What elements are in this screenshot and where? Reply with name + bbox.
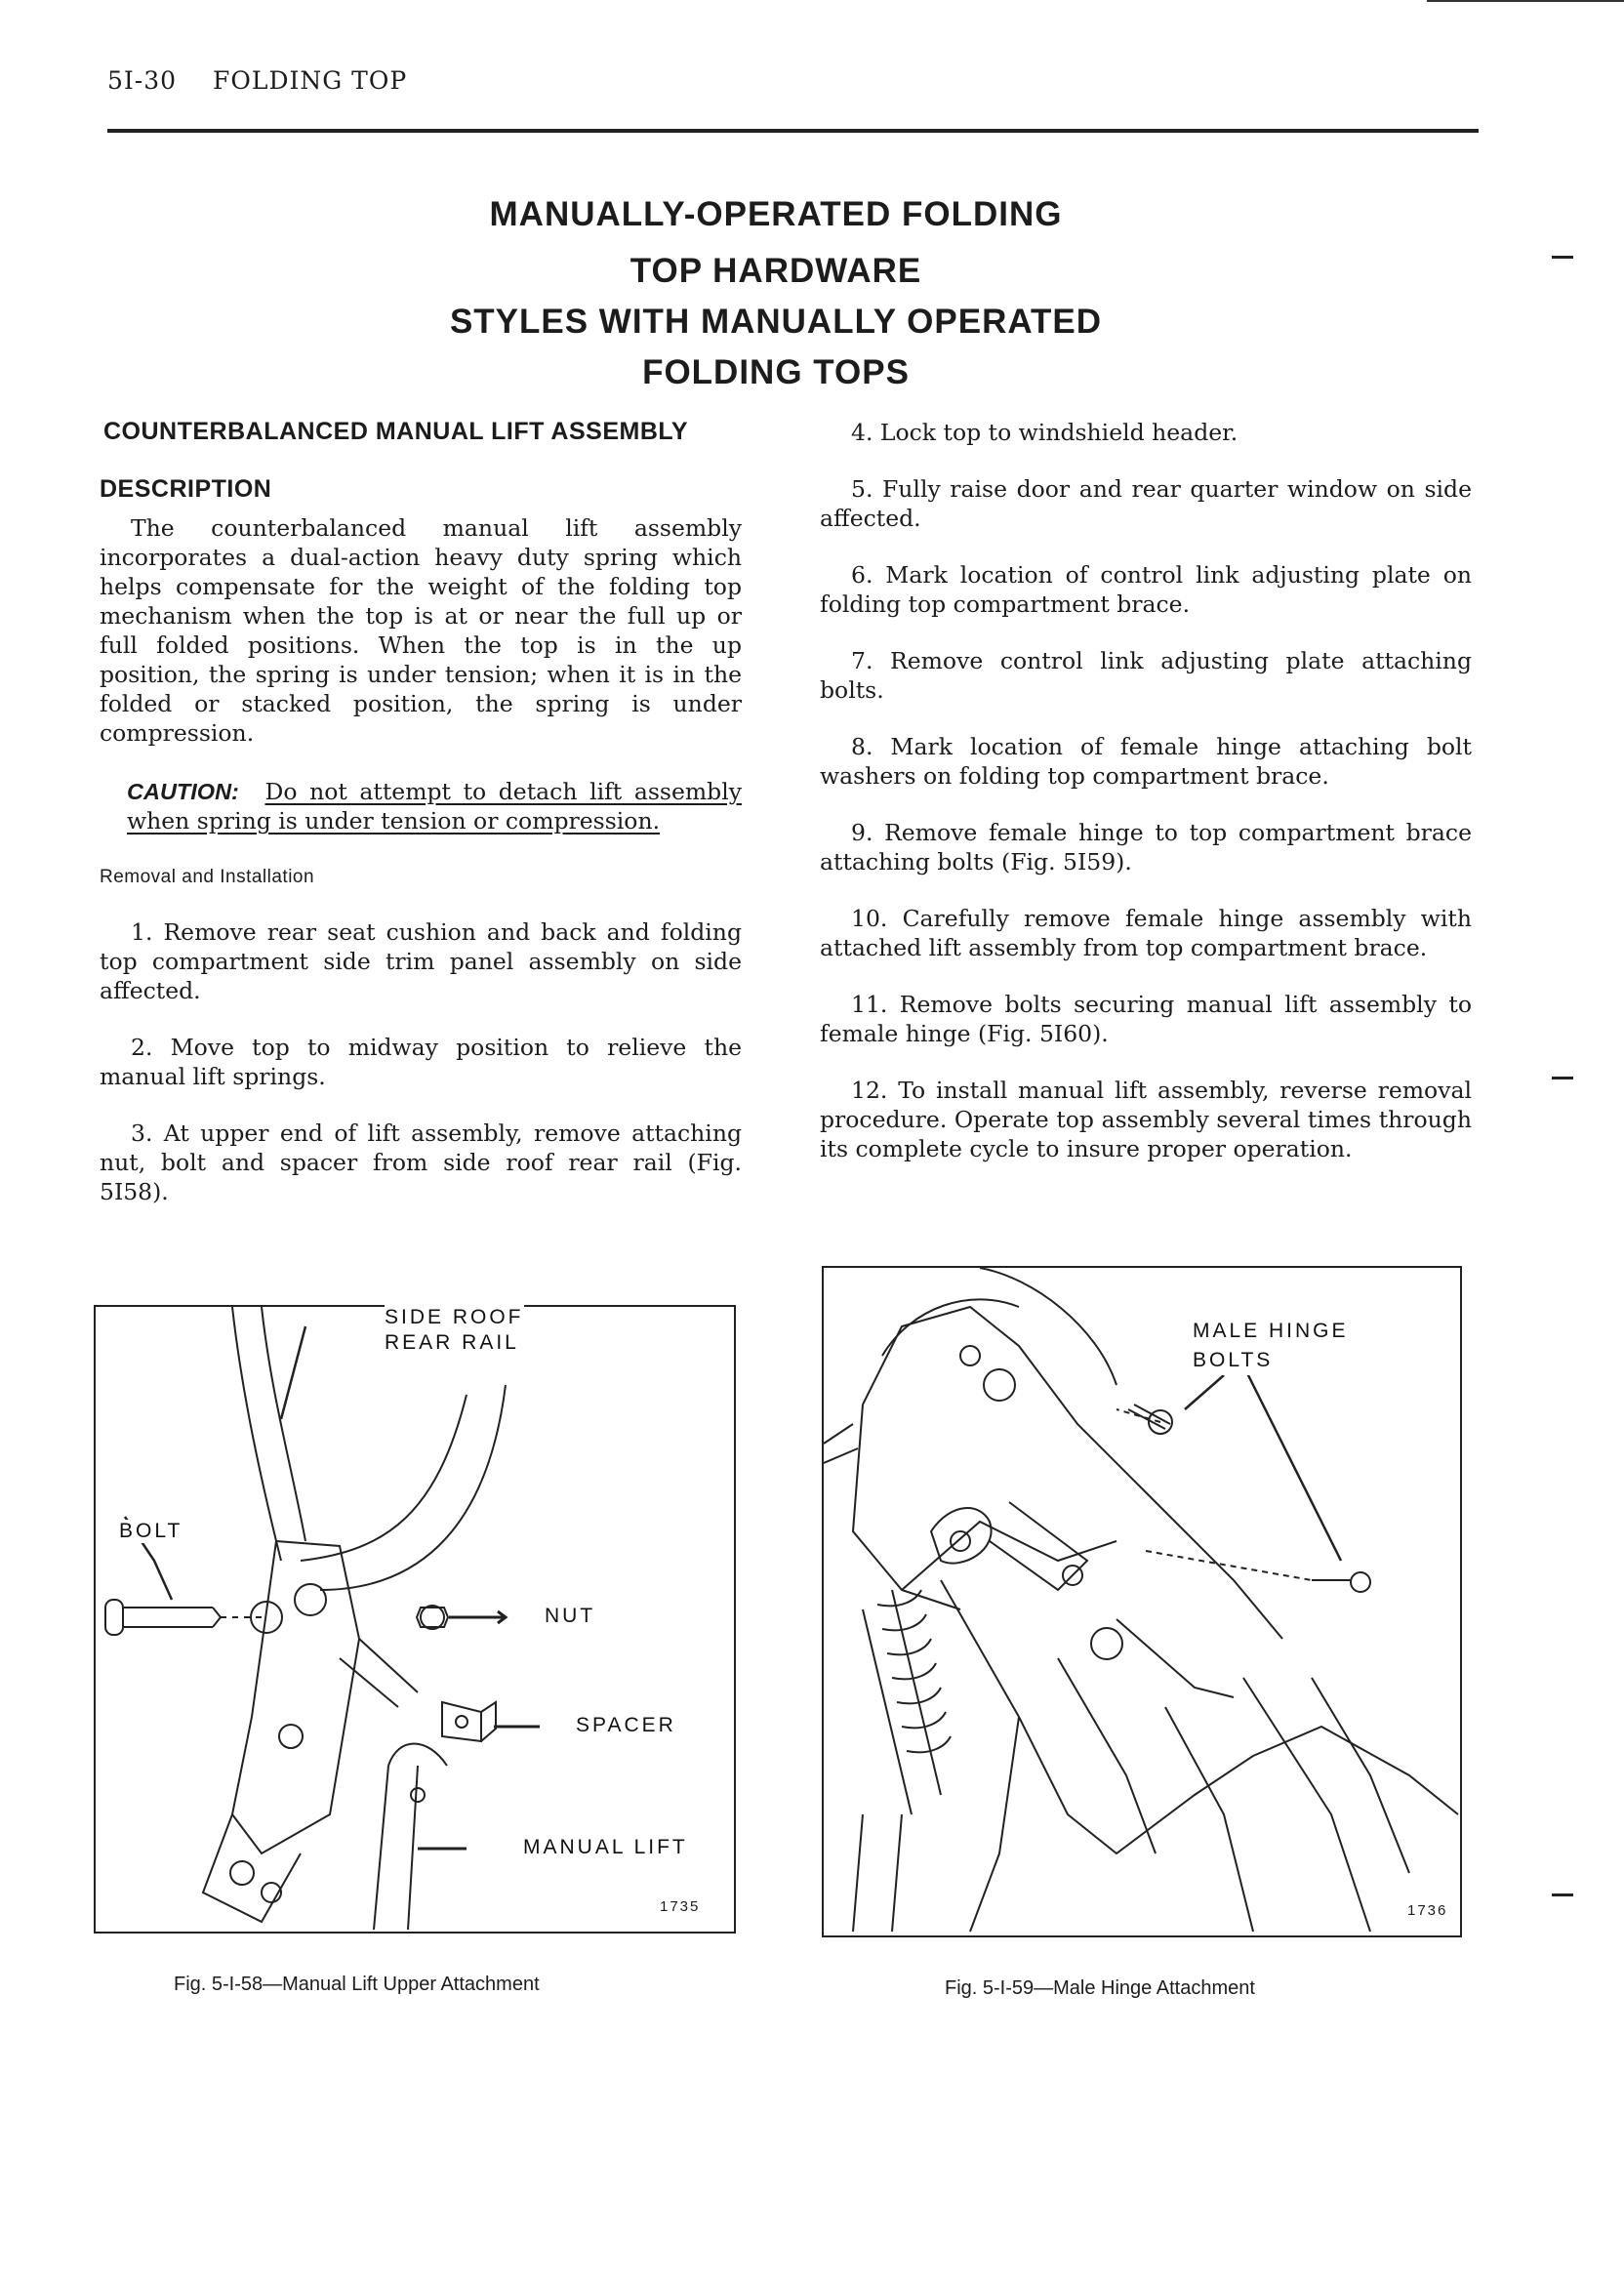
label-bolts: BOLTS (1193, 1349, 1274, 1371)
step-7: 7. Remove control link adjusting plate attaching bolts. (820, 647, 1472, 704)
description-paragraph: The counterbalanced manual lift assembly incorporates a dual-action heavy duty spring which helps compensate for the weight of the folding top mechanism when the top is at or near the full up or full folded positions. When the top is in the up position, the spring is under tension; when it is in the folded or stacked position, the spring is under compression. (100, 514, 742, 747)
caution-text: Do not attempt to detach lift assembly when spring is under tension or compression. (127, 778, 742, 835)
figure-manual-lift-upper-attachment (94, 1305, 736, 1934)
step-5: 5. Fully raise door and rear quarter window on side affected. (820, 475, 1472, 532)
label-side-roof-rear-rail (385, 1305, 524, 1356)
step-3: 3. At upper end of lift assembly, remove attaching nut, bolt and spacer from side roof rear rail (Fig. 5I58). (100, 1120, 742, 1205)
figure-caption: Fig. 5-I-59—Male Hinge Attachment (945, 1977, 1255, 1999)
step-4: 4. Lock top to windshield header. (851, 419, 1238, 446)
step-6: 6. Mark location of control link adjusting plate on folding top compartment brace. (820, 561, 1472, 618)
margin-mark (1552, 256, 1573, 259)
label-nut: NUT (545, 1605, 596, 1627)
step-11: 11. Remove bolts securing manual lift assembly to female hinge (Fig. 5I60). (820, 991, 1472, 1047)
step-2: 2. Move top to midway position to relieve the manual lift springs. (100, 1034, 742, 1090)
step-9: 9. Remove female hinge to top compartment brace attaching bolts (Fig. 5I59). (820, 819, 1472, 875)
title-line-2: TOP HARDWARE (629, 252, 922, 290)
figure-number: 1736 (1407, 1902, 1448, 1919)
section-title: FOLDING TOP (213, 66, 408, 95)
label-spacer: SPACER (576, 1714, 676, 1736)
label-male-hinge-bolts (1193, 1317, 1349, 1375)
removal-heading: Removal and Installation (100, 867, 315, 887)
header-rule (107, 129, 1479, 133)
figure-male-hinge-attachment (822, 1266, 1462, 1937)
margin-mark (1552, 1893, 1573, 1896)
male-hinge-illustration (824, 1268, 1460, 1935)
section-heading: COUNTERBALANCED MANUAL LIFT ASSEMBLY (103, 418, 689, 445)
left-column (100, 513, 742, 1234)
label-manual-lift: MANUAL LIFT (523, 1836, 688, 1858)
label-male-hinge: MALE HINGE (1193, 1320, 1349, 1342)
step-1: 1. Remove rear seat cushion and back and folding top compartment side trim panel assembly on side affected. (100, 918, 742, 1004)
figure-caption: Fig. 5-I-58—Manual Lift Upper Attachment (174, 1974, 540, 1995)
step-8: 8. Mark location of female hinge attaching bolt washers on folding top compartment brace. (820, 733, 1472, 790)
title-line-4: FOLDING TOPS (642, 353, 910, 391)
figure-number: 1735 (660, 1898, 701, 1915)
title-line-1: MANUALLY-OPERATED FOLDING (489, 195, 1063, 233)
running-head (107, 66, 407, 95)
label-rear-rail: REAR RAIL (385, 1331, 519, 1354)
step-12: 12. To install manual lift assembly, reverse removal procedure. Operate top assembly several times through its complete cycle to insure proper operation. (820, 1077, 1472, 1162)
step-10: 10. Carefully remove female hinge assembly with attached lift assembly from top compartment brace. (820, 905, 1472, 961)
description-heading: DESCRIPTION (100, 475, 272, 503)
margin-mark (1552, 1077, 1573, 1079)
label-bolt: BOLT (119, 1520, 183, 1542)
caution-note (100, 777, 742, 835)
label-side-roof: SIDE ROOF (385, 1306, 524, 1328)
corner-rule (1427, 0, 1624, 2)
page-number: 5I-30 (107, 66, 178, 95)
caution-label: CAUTION: (127, 779, 239, 804)
title-line-3: STYLES WITH MANUALLY OPERATED (449, 303, 1103, 341)
right-column (820, 418, 1472, 1191)
